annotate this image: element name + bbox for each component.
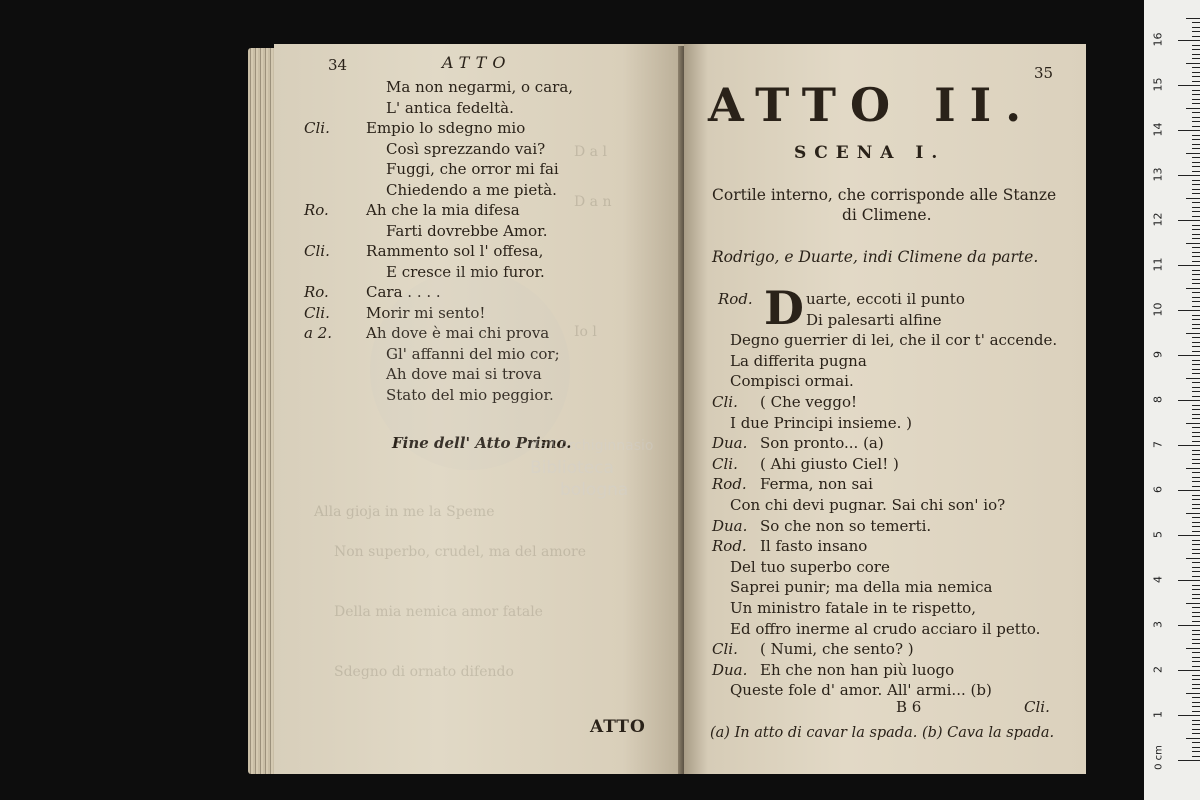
ruler-tick bbox=[1192, 351, 1200, 352]
ruler-tick bbox=[1192, 522, 1200, 523]
ruler-tick bbox=[1192, 274, 1200, 275]
verse-line: Chiedendo a me pietà. bbox=[386, 180, 557, 199]
ruler-tick bbox=[1192, 81, 1200, 82]
ruler-number: 8 bbox=[1151, 396, 1165, 403]
ruler-tick bbox=[1192, 747, 1200, 748]
ruler-number: 10 bbox=[1151, 302, 1165, 317]
ruler-tick bbox=[1178, 355, 1200, 356]
ruler-number: 1 bbox=[1151, 711, 1165, 718]
speaker-label: Cli. bbox=[712, 640, 738, 659]
setting-line-1: Cortile interno, che corrisponde alle Stanze bbox=[712, 186, 1057, 204]
ruler-tick bbox=[1192, 481, 1200, 482]
ruler-tick bbox=[1178, 670, 1200, 671]
ruler-tick bbox=[1192, 202, 1200, 203]
ruler-tick bbox=[1192, 148, 1200, 149]
ruler-tick bbox=[1192, 607, 1200, 608]
ruler-tick bbox=[1192, 229, 1200, 230]
ruler-tick bbox=[1192, 432, 1200, 433]
ruler-tick bbox=[1178, 40, 1200, 41]
ruler-tick bbox=[1186, 378, 1200, 379]
watermark-text-3: bologna bbox=[560, 480, 629, 500]
verse-line: La differita pugna bbox=[730, 351, 867, 370]
verse-line: Di palesarti alfine bbox=[806, 310, 942, 329]
ruler-tick bbox=[1192, 634, 1200, 635]
ruler-tick bbox=[1192, 76, 1200, 77]
ruler-tick bbox=[1192, 657, 1200, 658]
ruler-tick bbox=[1186, 333, 1200, 334]
ruler-number: 9 bbox=[1151, 351, 1165, 358]
verse-line: ( Che veggo! bbox=[760, 393, 858, 411]
ruler-number: 2 bbox=[1151, 666, 1165, 673]
ruler-tick bbox=[1192, 571, 1200, 572]
ruler-tick bbox=[1192, 396, 1200, 397]
ruler-tick bbox=[1192, 90, 1200, 91]
ruler-tick bbox=[1192, 36, 1200, 37]
verse-line: Farti dovrebbe Amor. bbox=[386, 221, 548, 240]
ruler-tick bbox=[1186, 198, 1200, 199]
verse-line: Il fasto insano bbox=[760, 537, 868, 556]
ruler-tick bbox=[1192, 414, 1200, 415]
measurement-ruler bbox=[1144, 0, 1200, 800]
ruler-tick bbox=[1192, 135, 1200, 136]
watermark-text-2: dell'Archiginnasio bbox=[530, 438, 654, 454]
ruler-unit: 0 cm bbox=[1153, 745, 1165, 770]
ruler-tick bbox=[1192, 103, 1200, 104]
verse-line: Ah che la mia difesa bbox=[366, 201, 520, 219]
ruler-tick bbox=[1192, 49, 1200, 50]
verse-line: Empio lo sdegno mio bbox=[366, 119, 526, 137]
ruler-tick bbox=[1192, 418, 1200, 419]
verse-line: Morir mi sento! bbox=[366, 303, 486, 322]
ruler-tick bbox=[1192, 508, 1200, 509]
ruler-tick bbox=[1192, 121, 1200, 122]
verse-line: So che non so temerti. bbox=[760, 516, 932, 535]
ruler-tick bbox=[1192, 139, 1200, 140]
watermark-text-1: Biblioteca bbox=[530, 458, 614, 478]
speaker-label: a 2. bbox=[304, 324, 333, 342]
ruler-tick bbox=[1192, 364, 1200, 365]
ruler-tick bbox=[1192, 621, 1200, 622]
ruler-tick bbox=[1192, 297, 1200, 298]
ruler-tick bbox=[1192, 526, 1200, 527]
ruler-tick bbox=[1192, 58, 1200, 59]
speaker-label: Dua. bbox=[712, 660, 748, 679]
ruler-tick bbox=[1178, 220, 1200, 221]
ruler-number: 15 bbox=[1151, 77, 1165, 92]
verse-line: Del tuo superbo core bbox=[730, 557, 890, 576]
ruler-tick bbox=[1192, 31, 1200, 32]
ruler-number: 14 bbox=[1151, 122, 1165, 137]
ruler-tick bbox=[1192, 562, 1200, 563]
speaker-label: Cli. bbox=[712, 393, 738, 411]
page-number-left: 34 bbox=[328, 56, 348, 74]
ruler-tick bbox=[1192, 211, 1200, 212]
ruler-tick bbox=[1192, 373, 1200, 374]
verse-line: Ah dove è mai chi prova bbox=[366, 324, 550, 342]
drop-capital: D bbox=[764, 281, 804, 335]
ruler-tick bbox=[1192, 661, 1200, 662]
ruler-tick bbox=[1178, 310, 1200, 311]
setting-line-2: di Climene. bbox=[842, 206, 932, 224]
ruler-tick bbox=[1192, 238, 1200, 239]
ruler-tick bbox=[1178, 625, 1200, 626]
ruler-number: 13 bbox=[1151, 167, 1165, 182]
ruler-tick bbox=[1192, 328, 1200, 329]
ruler-number: 6 bbox=[1151, 486, 1165, 493]
verse-line: L' antica fedeltà. bbox=[386, 98, 514, 117]
ruler-tick bbox=[1186, 18, 1200, 19]
verse-line: ( Ahi giusto Ciel! ) bbox=[760, 454, 899, 473]
ruler-tick bbox=[1192, 472, 1200, 473]
ruler-tick bbox=[1192, 643, 1200, 644]
verse-line: Ma non negarmi, o cara, bbox=[386, 78, 574, 96]
speaker-label: Cli. bbox=[712, 454, 738, 473]
ruler-tick bbox=[1192, 486, 1200, 487]
ruler-tick bbox=[1192, 567, 1200, 568]
ruler-tick bbox=[1186, 738, 1200, 739]
verse-line: ( Numi, che sento? ) bbox=[760, 640, 914, 659]
ruler-tick bbox=[1186, 648, 1200, 649]
ruler-tick bbox=[1192, 544, 1200, 545]
page-number-right: 35 bbox=[1034, 64, 1054, 82]
ruler-tick bbox=[1178, 400, 1200, 401]
right-page bbox=[684, 44, 1086, 774]
ruler-tick bbox=[1192, 279, 1200, 280]
character-list: Rodrigo, e Duarte, indi Climene da parte. bbox=[712, 248, 1039, 266]
ruler-tick bbox=[1192, 193, 1200, 194]
speaker-label: Cli. bbox=[304, 242, 330, 260]
speaker-label: Cli. bbox=[304, 303, 330, 322]
signature-mark: B 6 bbox=[896, 698, 922, 716]
ruler-tick bbox=[1192, 234, 1200, 235]
ruler-tick bbox=[1192, 54, 1200, 55]
verse-line: Compisci ormai. bbox=[730, 372, 854, 391]
ruler-tick bbox=[1186, 693, 1200, 694]
ruler-tick bbox=[1192, 261, 1200, 262]
ruler-tick bbox=[1186, 558, 1200, 559]
ruler-tick bbox=[1192, 292, 1200, 293]
ruler-tick bbox=[1192, 742, 1200, 743]
ruler-tick bbox=[1192, 171, 1200, 172]
speaker-label: Rod. bbox=[712, 537, 747, 556]
ruler-tick bbox=[1178, 85, 1200, 86]
ruler-tick bbox=[1192, 612, 1200, 613]
ruler-tick bbox=[1192, 630, 1200, 631]
ruler-tick bbox=[1186, 423, 1200, 424]
verse-line: Ed offro inerme al crudo acciaro il petto. bbox=[730, 619, 1041, 638]
ruler-tick bbox=[1178, 445, 1200, 446]
ruler-tick bbox=[1192, 256, 1200, 257]
footnote: (a) In atto di cavar la spada. (b) Cava la spada. bbox=[710, 725, 1055, 741]
ruler-tick bbox=[1192, 22, 1200, 23]
ruler-number: 7 bbox=[1151, 441, 1165, 448]
speaker-label: Ro. bbox=[304, 283, 329, 301]
ruler-tick bbox=[1192, 184, 1200, 185]
ruler-tick bbox=[1192, 126, 1200, 127]
speaker-label: Rod. bbox=[718, 290, 753, 308]
ruler-tick bbox=[1192, 166, 1200, 167]
ruler-tick bbox=[1192, 252, 1200, 253]
ruler-tick bbox=[1192, 675, 1200, 676]
ruler-tick bbox=[1192, 679, 1200, 680]
ruler-tick bbox=[1192, 405, 1200, 406]
ruler-tick bbox=[1192, 94, 1200, 95]
ruler-tick bbox=[1186, 108, 1200, 109]
ruler-tick bbox=[1192, 666, 1200, 667]
ruler-tick bbox=[1192, 157, 1200, 158]
ruler-tick bbox=[1192, 72, 1200, 73]
ruler-tick bbox=[1192, 180, 1200, 181]
ruler-tick bbox=[1192, 504, 1200, 505]
verse-line: Saprei punir; ma della mia nemica bbox=[730, 578, 993, 597]
verse-line: Rammento sol l' offesa, bbox=[366, 242, 544, 260]
ruler-tick bbox=[1186, 288, 1200, 289]
ruler-tick bbox=[1192, 477, 1200, 478]
ruler-tick bbox=[1192, 409, 1200, 410]
verse-line: Eh che non han più luogo bbox=[760, 660, 955, 679]
left-page: D a l D a n Io l Alla gioja in me la Speme Non superbo, crudel, ma del amore Della mia nemica amor fatale Sdegno di ornato difendo 34 ATTO Ma non negarmi, o cara, L' antica fedeltà. Cli. Empio lo sdegno mio Così sprezzando vai? Fuggi, che orror mi fai Chiedendo a me pietà. Ro. Ah che la mia difesa Farti dovrebbe Amor. Cli. Rammento sol l' offesa, E cresce il mio furor. Ro. Cara . . . . Cli. Morir mi sento! a 2. Ah dove è mai chi prova Gl' affanni del mio cor; Ah dove mai si trova Stato del mio peggior. Fine dell' Atto Primo. ATTO bbox=[274, 44, 684, 774]
verse-line: Ah dove mai si trova bbox=[386, 365, 542, 383]
ruler-tick bbox=[1192, 306, 1200, 307]
ruler-number: 4 bbox=[1151, 576, 1165, 583]
ruler-tick bbox=[1192, 324, 1200, 325]
ruler-tick bbox=[1192, 346, 1200, 347]
speaker-label: Dua. bbox=[712, 516, 748, 535]
ruler-tick bbox=[1192, 112, 1200, 113]
ruler-tick bbox=[1192, 144, 1200, 145]
verse-line: Son pronto... (a) bbox=[760, 434, 884, 453]
ruler-tick bbox=[1186, 243, 1200, 244]
catchword-left: ATTO bbox=[590, 717, 646, 737]
speaker-label: Cli. bbox=[304, 119, 330, 137]
ruler-tick bbox=[1192, 639, 1200, 640]
ruler-tick bbox=[1178, 580, 1200, 581]
act-title: ATTO II. bbox=[708, 78, 1036, 132]
ruler-tick bbox=[1192, 459, 1200, 460]
ruler-number: 5 bbox=[1151, 531, 1165, 538]
ruler-tick bbox=[1192, 315, 1200, 316]
ruler-tick bbox=[1192, 706, 1200, 707]
ruler-tick bbox=[1192, 391, 1200, 392]
ruler-tick bbox=[1186, 153, 1200, 154]
ruler-tick bbox=[1192, 684, 1200, 685]
ruler-tick bbox=[1192, 594, 1200, 595]
running-head: ATTO bbox=[442, 53, 512, 72]
verse-line: Degno guerrier di lei, che il cor t' accende. bbox=[730, 331, 1058, 350]
ruler-tick bbox=[1192, 733, 1200, 734]
ruler-tick bbox=[1192, 337, 1200, 338]
ruler-tick bbox=[1192, 382, 1200, 383]
verse-line: Ferma, non sai bbox=[760, 475, 873, 494]
verse-line: Cara . . . . bbox=[366, 283, 441, 301]
ruler-tick bbox=[1192, 162, 1200, 163]
ruler-tick bbox=[1192, 450, 1200, 451]
verse-line: uarte, eccoti il punto bbox=[806, 290, 965, 308]
ruler-tick bbox=[1186, 513, 1200, 514]
scene-title: SCENA I. bbox=[794, 143, 946, 163]
end-of-act-note: Fine dell' Atto Primo. bbox=[392, 434, 572, 452]
ruler-tick bbox=[1192, 45, 1200, 46]
ruler-tick bbox=[1192, 283, 1200, 284]
catchword-right: Cli. bbox=[1024, 698, 1050, 716]
ruler-tick bbox=[1192, 697, 1200, 698]
verse-line: Fuggi, che orror mi fai bbox=[386, 160, 559, 178]
open-book bbox=[248, 40, 1090, 780]
ruler-tick bbox=[1192, 688, 1200, 689]
ruler-tick bbox=[1178, 490, 1200, 491]
ruler-tick bbox=[1192, 342, 1200, 343]
ruler-tick bbox=[1192, 751, 1200, 752]
ruler-tick bbox=[1192, 463, 1200, 464]
ruler-tick bbox=[1192, 585, 1200, 586]
ruler-tick bbox=[1178, 265, 1200, 266]
ruler-tick bbox=[1192, 517, 1200, 518]
ruler-tick bbox=[1192, 319, 1200, 320]
verse-line: Stato del mio peggior. bbox=[386, 385, 554, 404]
ruler-tick bbox=[1192, 576, 1200, 577]
ruler-tick bbox=[1186, 603, 1200, 604]
ruler-tick bbox=[1192, 225, 1200, 226]
ruler-tick bbox=[1192, 369, 1200, 370]
verse-line: Così sprezzando vai? bbox=[386, 139, 546, 158]
ruler-tick bbox=[1192, 427, 1200, 428]
ruler-tick bbox=[1192, 117, 1200, 118]
ruler-tick bbox=[1192, 724, 1200, 725]
ruler-tick bbox=[1192, 598, 1200, 599]
verse-line: Un ministro fatale in te rispetto, bbox=[730, 599, 977, 617]
ruler-tick bbox=[1178, 715, 1200, 716]
ruler-tick bbox=[1192, 436, 1200, 437]
ruler-tick bbox=[1192, 549, 1200, 550]
ruler-tick bbox=[1192, 441, 1200, 442]
ruler-tick bbox=[1192, 616, 1200, 617]
ruler-tick bbox=[1192, 67, 1200, 68]
verse-line: E cresce il mio furor. bbox=[386, 262, 545, 281]
ruler-tick bbox=[1192, 270, 1200, 271]
verse-line: Gl' affanni del mio cor; bbox=[386, 344, 560, 363]
ruler-tick bbox=[1192, 499, 1200, 500]
ruler-tick bbox=[1192, 387, 1200, 388]
verse-line: Con chi devi pugnar. Sai chi son' io? bbox=[730, 496, 1006, 514]
ruler-tick bbox=[1192, 301, 1200, 302]
ruler-tick bbox=[1192, 247, 1200, 248]
ruler-tick bbox=[1192, 531, 1200, 532]
ruler-tick bbox=[1192, 711, 1200, 712]
ruler-tick bbox=[1192, 720, 1200, 721]
ruler-tick bbox=[1178, 535, 1200, 536]
ruler-tick bbox=[1178, 175, 1200, 176]
ruler-number: 3 bbox=[1151, 621, 1165, 628]
speaker-label: Ro. bbox=[304, 201, 329, 219]
ruler-number: 11 bbox=[1151, 257, 1165, 272]
ruler-tick bbox=[1192, 589, 1200, 590]
ruler-tick bbox=[1192, 360, 1200, 361]
ruler-number: 16 bbox=[1151, 32, 1165, 47]
ruler-tick bbox=[1192, 207, 1200, 208]
ruler-tick bbox=[1192, 756, 1200, 757]
ruler-tick bbox=[1192, 454, 1200, 455]
ruler-tick bbox=[1186, 63, 1200, 64]
ruler-tick bbox=[1192, 652, 1200, 653]
ruler-tick bbox=[1178, 130, 1200, 131]
speaker-label: Dua. bbox=[712, 434, 748, 453]
ruler-tick bbox=[1192, 189, 1200, 190]
ruler-tick bbox=[1192, 702, 1200, 703]
verse-line: Queste fole d' amor. All' armi... (b) bbox=[730, 681, 992, 700]
ruler-tick bbox=[1192, 540, 1200, 541]
speaker-label: Rod. bbox=[712, 475, 747, 494]
ruler-number: 12 bbox=[1151, 212, 1165, 227]
ruler-tick bbox=[1192, 216, 1200, 217]
ruler-tick bbox=[1192, 99, 1200, 100]
ruler-tick bbox=[1192, 729, 1200, 730]
ruler-tick bbox=[1192, 27, 1200, 28]
verse-line: I due Principi insieme. ) bbox=[730, 413, 913, 432]
ruler-tick bbox=[1192, 553, 1200, 554]
ruler-tick bbox=[1192, 495, 1200, 496]
ruler-tick bbox=[1186, 468, 1200, 469]
ruler-tick bbox=[1178, 760, 1200, 761]
